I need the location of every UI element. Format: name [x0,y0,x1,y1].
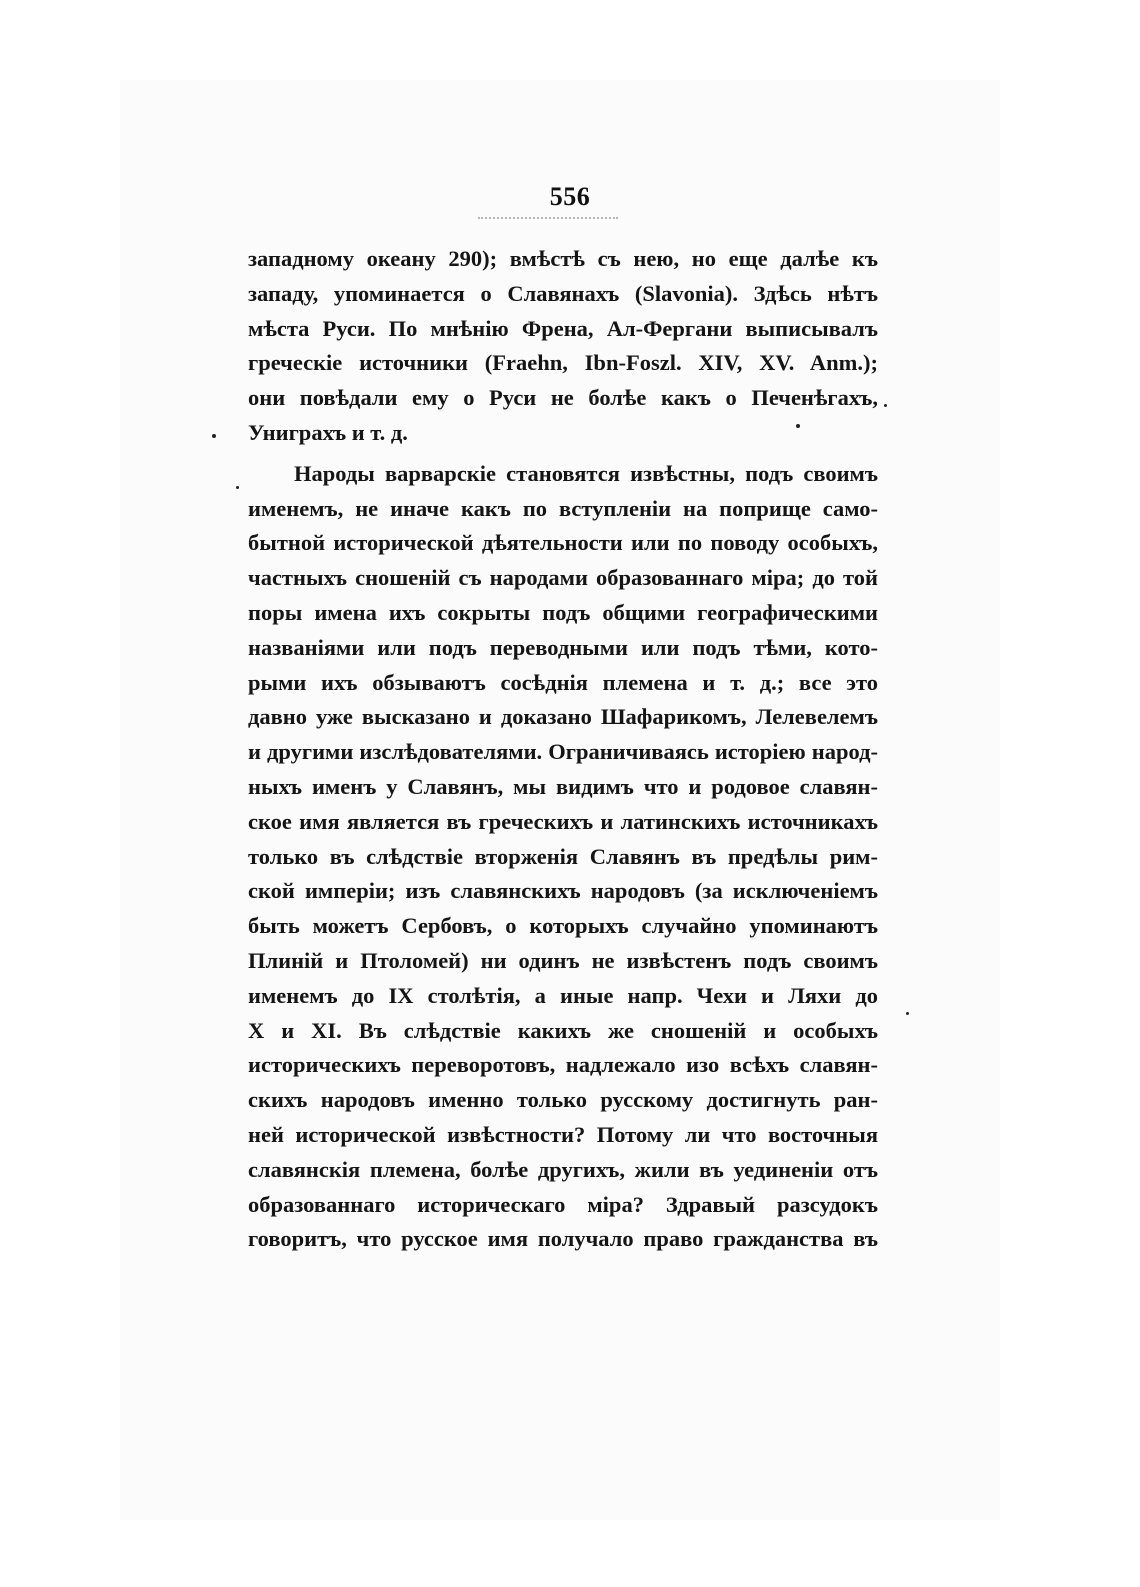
text-line: и другими изслѣдователями. Ограничиваясь исторіею народ- [248,739,878,765]
text-line: только въ слѣдствіе вторженія Славянъ въ предѣлы рим- [248,843,878,869]
text-line: ской имперіи; изъ славянскихъ народовъ (за исключеніемъ [248,878,878,904]
header-rule [478,217,618,219]
text-line: западу, упоминается о Славянахъ (Slavonia). Здѣсь нѣтъ [248,280,878,306]
text-line: ныхъ именъ у Славянъ, мы видимъ что и родовое славян- [248,773,878,799]
text-line: поры имена ихъ сокрыты подъ общими географическими [248,599,878,625]
text-line: именемъ до IX столѣтія, а иные напр. Чехи и Ляхи до [248,982,878,1008]
text-line: X и XI. Въ слѣдствіе какихъ же сношеній и особыхъ [248,1017,878,1043]
text-line: Плиній и Птоломей) ни одинъ не извѣстенъ подъ своимъ [248,947,878,973]
page-number: 556 [549,182,591,211]
text-line: рыми ихъ обзываютъ сосѣднія племена и т. д.; все это [248,669,878,695]
scan-speck [236,486,239,489]
text-line: скихъ народовъ именно только русскому достигнуть ран- [248,1087,878,1113]
text-line: Униграхъ и т. д. [248,419,408,445]
text-line: славянскія племена, болѣе другихъ, жили въ уединеніи отъ [248,1156,878,1182]
scan-speck [884,404,887,407]
paragraph [248,242,878,451]
text-line: историческихъ переворотовъ, надлежало изо всѣхъ славян- [248,1052,878,1078]
text-line: Народы варварскіе становятся извѣстны, подъ своимъ [294,460,878,486]
scan-speck [212,434,216,438]
text-line: бытной исторической дѣятельности или по поводу особыхъ, [248,530,878,556]
text-line: мѣста Руси. По мнѣнію Френа, Ал-Фергани выписывалъ [248,315,878,341]
text-line: греческіе источники (Fraehn, Ibn-Foszl. XIV, XV. Anm.); [248,350,878,376]
text-line: они повѣдали ему о Руси не болѣе какъ о Печенѣгахъ, [248,385,878,411]
text-line: образованнаго историческаго міра? Здравый разсудокъ [248,1191,878,1217]
scan-speck [906,1012,909,1015]
text-line: давно уже высказано и доказано Шафарикомъ, Лелевелемъ [248,704,878,730]
body-text [248,242,878,1257]
text-line: ней исторической извѣстности? Потому ли что восточныя [248,1121,878,1147]
scan-speck [796,424,800,428]
text-line: названіями или подъ переводными или подъ тѣми, кото- [248,634,878,660]
text-line: западному океану 290); вмѣстѣ съ нею, но еще далѣе къ [248,246,878,271]
text-line: быть можетъ Сербовъ, о которыхъ случайно упоминаютъ [248,913,878,939]
paragraph [248,457,878,1257]
text-line: частныхъ сношеній съ народами образованнаго міра; до той [248,565,878,591]
text-line: ское имя является въ греческихъ и латинскихъ источникахъ [248,808,878,834]
text-line: именемъ, не иначе какъ по вступленіи на поприще само- [248,495,878,521]
text-line: говоритъ, что русское имя получало право гражданства въ [248,1226,878,1252]
